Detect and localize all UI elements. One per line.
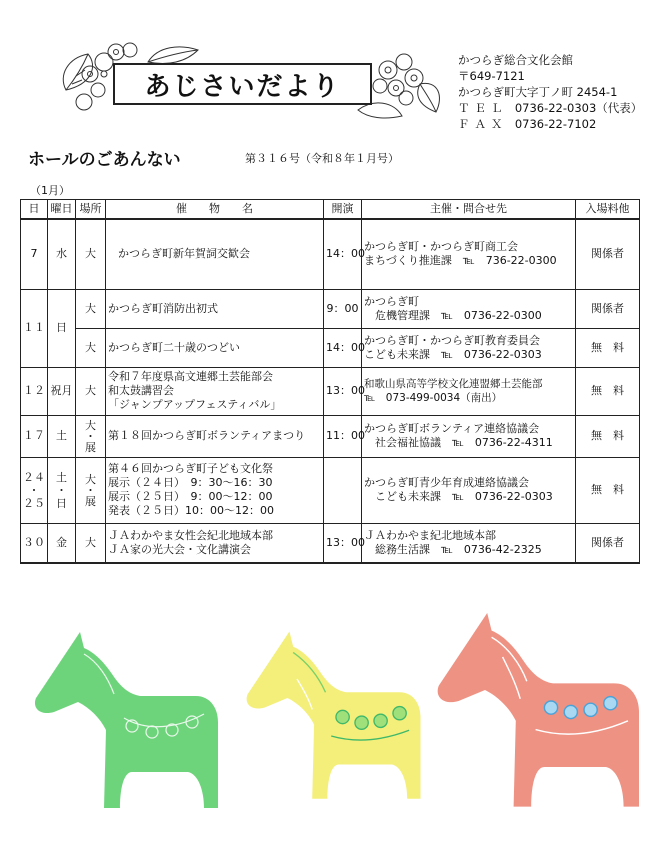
cell-weekday: 水 [48,219,76,289]
table-row [21,289,640,328]
organization-info [458,52,642,132]
cell-time: 13：00 [324,367,362,415]
cell-day: ２４ ・ ２５ [21,457,48,523]
cell-weekday: 日 [48,289,76,367]
table-row [21,415,640,457]
fax-number: 0736-22-7102 [514,117,597,131]
cell-event: かつらぎ町二十歳のつどい [106,328,324,367]
cell-place: 大 [76,289,106,328]
cell-time: 14：00 [324,328,362,367]
red-horse-icon [438,613,639,807]
cell-event: 令和７年度県高文連郷土芸能部会 和太鼓講習会 「ジャンプアップフェスティバル」 [106,367,324,415]
cell-place: 大 [76,367,106,415]
cell-contact: かつらぎ町ボランティア連絡協議会 社会福祉協議 ℡ 0736-22-4311 [362,415,576,457]
cell-day: 7 [21,219,48,289]
header-contact: 主催・問合せ先 [362,200,576,220]
tel-number: 0736-22-0303（代表） [514,101,643,115]
cell-time: 13：00 [324,523,362,563]
cell-time: 14：00 [324,219,362,289]
cell-place: 大 ・ 展 [76,415,106,457]
cell-contact: かつらぎ町・かつらぎ町商工会 まちづくり推進課 ℡ 736-22-0300 [362,219,576,289]
leaf-top-icon [148,47,198,64]
cell-contact: かつらぎ町青少年育成連絡協議会 こども未来課 ℡ 0736-22-0303 [362,457,576,523]
cell-fee: 無 料 [576,457,640,523]
cell-event: ＪＡわかやま女性会紀北地域本部 ＪＡ家の光大会・文化講演会 [106,523,324,563]
header-time: 開演 [324,200,362,220]
events-table [20,199,640,564]
cell-day: １１ [21,289,48,367]
cell-time: 11：00 [324,415,362,457]
table-row [21,457,640,523]
cell-fee: 無 料 [576,328,640,367]
table-row [21,328,640,367]
month-label: （1月） [30,184,70,197]
green-horse-icon [35,632,218,808]
cell-place: 大 [76,328,106,367]
cell-day: １２ [21,367,48,415]
table-row [21,367,640,415]
cell-fee: 関係者 [576,219,640,289]
cell-day: １７ [21,415,48,457]
cell-fee: 無 料 [576,367,640,415]
cell-contact: かつらぎ町・かつらぎ町教育委員会 こども未来課 ℡ 0736-22-0303 [362,328,576,367]
fax-label: ＦＡＸ [458,117,508,131]
cell-contact: 和歌山県高等学校文化連盟郷土芸能部 ℡ 073-499-0034（南出） [362,367,576,415]
cell-fee: 関係者 [576,523,640,563]
organization-name: かつらぎ総合文化会館 [458,53,573,67]
cell-event: 第４６回かつらぎ町子ども文化祭 展示（２４日） 9：30〜16：30 展示（２５日） 9：00〜12：00 発表（２５日）10：00〜12：00 [106,457,324,523]
cell-weekday: 金 [48,523,76,563]
header-place: 場所 [76,200,106,220]
cell-contact: ＪＡわかやま紀北地域本部 総務生活課 ℡ 0736-42-2325 [362,523,576,563]
issue-number: 第３１６号（令和８年１月号） [245,152,399,165]
postal-code: 〒649-7121 [458,69,525,83]
dala-horses-illustration [0,600,663,842]
fax-line [458,116,642,132]
header-event: 催 物 名 [106,200,324,220]
header-weekday: 曜日 [48,200,76,220]
page-heading: ホールのごあんない [28,150,181,170]
yellow-horse-icon [247,632,421,799]
tel-line [458,100,642,116]
table-header-row [21,200,640,220]
cell-weekday: 土 ・ 日 [48,457,76,523]
cell-time: 9：00 [324,289,362,328]
header-fee: 入場料他 [576,200,640,220]
table-row [21,523,640,563]
cell-place: 大 ・ 展 [76,457,106,523]
cell-day: ３０ [21,523,48,563]
cell-place: 大 [76,219,106,289]
tel-label: ＴＥＬ [458,101,508,115]
cell-place: 大 [76,523,106,563]
cell-time [324,457,362,523]
table-row [21,219,640,289]
cell-event: かつらぎ町新年賀詞交歓会 [106,219,324,289]
cell-fee: 無 料 [576,415,640,457]
cell-contact: かつらぎ町 危機管理課 ℡ 0736-22-0300 [362,289,576,328]
address: かつらぎ町大字丁ノ町 2454-1 [458,85,618,99]
newsletter-title: あじさいだより [113,63,372,105]
flower-cluster-right-icon [373,54,423,105]
cell-fee: 関係者 [576,289,640,328]
header-day: 日 [21,200,48,220]
masthead [58,40,443,122]
cell-event: かつらぎ町消防出初式 [106,289,324,328]
cell-event: 第１８回かつらぎ町ボランティアまつり [106,415,324,457]
cell-weekday: 土 [48,415,76,457]
cell-weekday: 祝月 [48,367,76,415]
